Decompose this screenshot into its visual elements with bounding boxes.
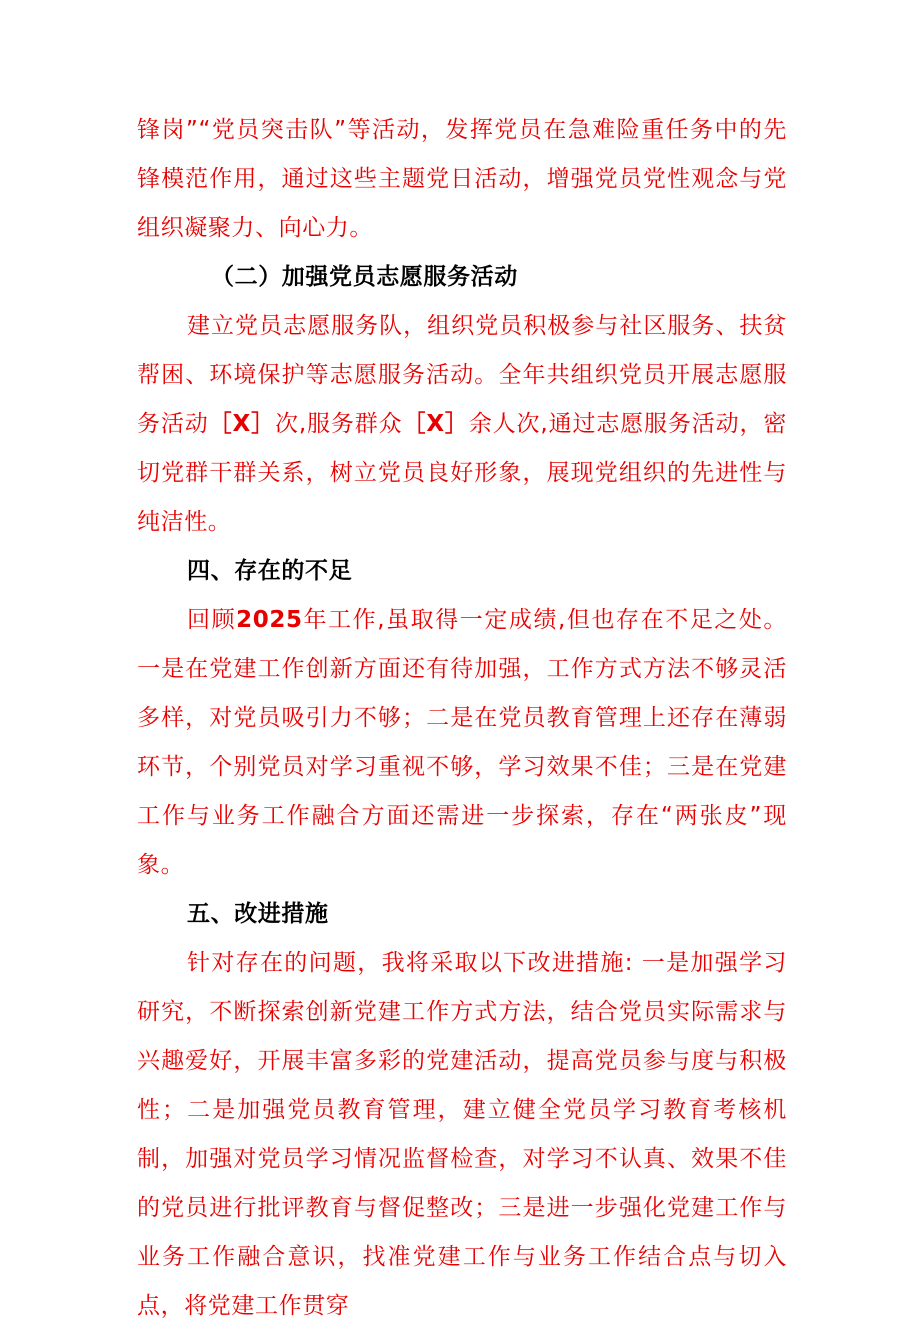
paragraph-shortcomings [137, 596, 787, 890]
paragraph-text: 针对存在的问题，我将采取以下改进措施: 一是加强学习研究，不断探索创新党建工作方式方法，结合党员实际需求与兴趣爱好，开展丰富多彩的党建活动，提高党员参与度与积极性；二是加强党员教育管理，建立健全党员学习教育考核机制，加强对党员学习情况监督检查，对学习不认真、效果不佳的党员进行批评教育与督促整改；三是进一步强化党建工作与业务工作融合意识，找准党建工作与业务工作结合点与切入点，将党建工作贯穿 [137, 950, 787, 1319]
section-heading-volunteer-service [137, 253, 787, 302]
paragraph-text: 次,服务群众 [274, 411, 403, 437]
paragraph-volunteer-service [137, 302, 787, 547]
heading-text: 四、存在的不足 [187, 558, 353, 584]
paragraph-text: 锋岗”“党员突击队”等活动，发挥党员在急难险重任务中的先锋模范作用，通过这些主题党日活动，增强党员党性观念与党组织凝聚力、向心力。 [137, 117, 787, 241]
placeholder-count-activities: ［X］ [208, 411, 275, 437]
paragraph-text: 余人次,通过志愿服务活动，密切党群干群关系，树立党员良好形象，展现党组织的先进性与纯洁性。 [137, 411, 787, 535]
year-number: 2025 [236, 607, 303, 633]
paragraph-party-day-activities [137, 106, 787, 253]
paragraph-text: 建立党员志愿服务队，组织党员积极参与社区服务、扶贫帮困、环境保护等志愿服务活动。全年共组织党员开展志愿服务活动 [137, 313, 787, 437]
heading-text: 五、改进措施 [187, 901, 329, 927]
paragraph-improvements [137, 939, 787, 1331]
heading-text: （二）加强党员志愿服务活动 [211, 264, 518, 290]
paragraph-text: 年工作,虽取得一定成绩,但也存在不足之处。一是在党建工作创新方面还有待加强，工作方式方法不够灵活多样，对党员吸引力不够；二是在党员教育管理上还存在薄弱环节，个别党员对学习重视不够，学习效果不佳；三是在党建工作与业务工作融合方面还需进一步探索，存在“两张皮”现象。 [137, 607, 787, 878]
section-heading-shortcomings [137, 547, 787, 596]
paragraph-text: 回顾 [187, 607, 237, 633]
document-body [137, 106, 787, 1331]
section-heading-improvements [137, 890, 787, 939]
placeholder-count-people: ［X］ [402, 411, 469, 437]
